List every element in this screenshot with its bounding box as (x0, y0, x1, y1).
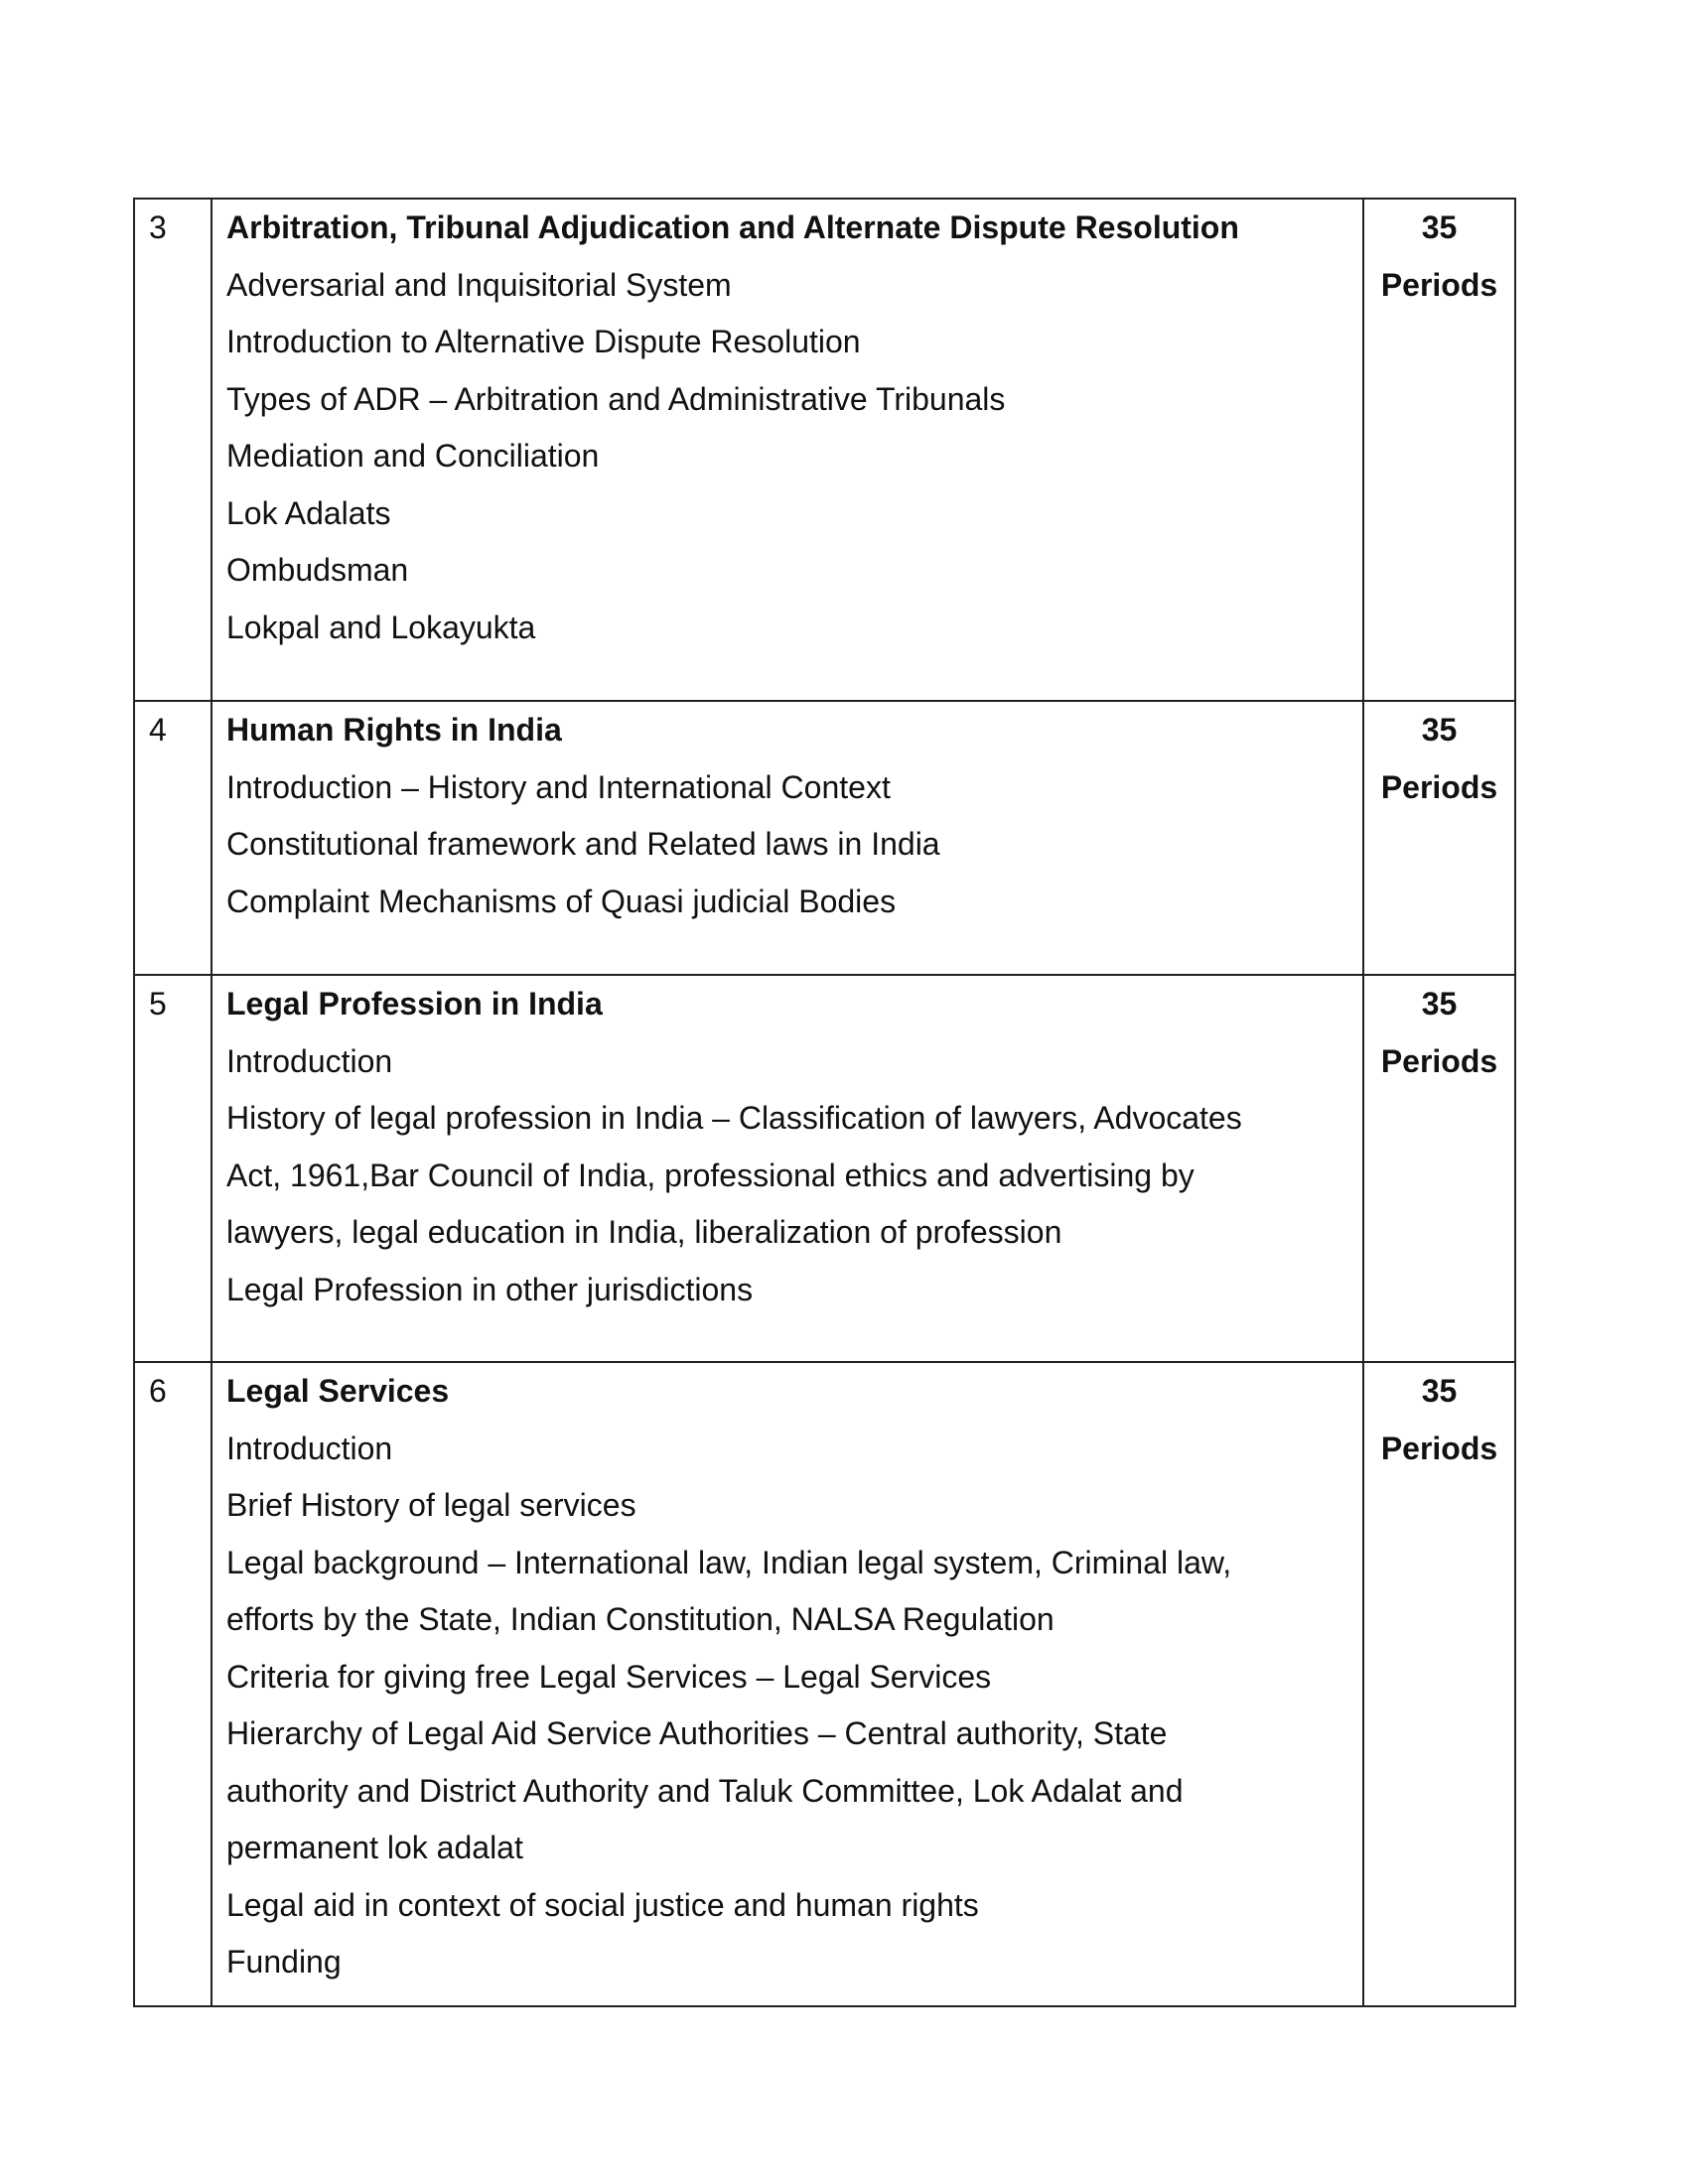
unit-periods (1363, 701, 1515, 975)
subtopic-line: Introduction (226, 1430, 393, 1466)
subtopic-line: Ombudsman (226, 552, 409, 588)
unit-periods (1363, 1362, 1515, 2006)
subtopic-line: authority and District Authority and Taluk Committee, Lok Adalat and (226, 1772, 1184, 1809)
subtopic-line: Legal aid in context of social justice and human rights (226, 1886, 979, 1923)
unit-content (211, 1362, 1363, 2006)
subtopic-line: Mediation and Conciliation (226, 438, 600, 474)
unit-periods (1363, 199, 1515, 701)
unit-row (134, 701, 1515, 975)
subtopic-line: Criteria for giving free Legal Services – Legal Services (226, 1658, 992, 1695)
unit-title: Legal Services (226, 1373, 450, 1409)
unit-row (134, 1362, 1515, 2006)
subtopic-line: Funding (226, 1944, 342, 1979)
periods-label: Periods (1380, 768, 1498, 805)
subtopic-line: Legal background – International law, Indian legal system, Criminal law, (226, 1544, 1232, 1580)
periods-count: 35 (1421, 209, 1458, 245)
subtopic-line: Constitutional framework and Related laws in India (226, 826, 940, 862)
subtopic-line: efforts by the State, Indian Constitution, NALSA Regulation (226, 1601, 1055, 1637)
subtopic-line: Types of ADR – Arbitration and Administrative Tribunals (226, 380, 1006, 417)
unit-periods (1363, 975, 1515, 1362)
unit-row (134, 199, 1515, 701)
subtopic-line: Lokpal and Lokayukta (226, 609, 536, 645)
subtopic-line: Hierarchy of Legal Aid Service Authorities – Central authority, State (226, 1715, 1168, 1751)
subtopic-line: Brief History of legal services (226, 1487, 636, 1523)
unit-row (134, 975, 1515, 1362)
subtopic-line: Introduction – History and International Context (226, 768, 891, 805)
subtopic-line: Complaint Mechanisms of Quasi judicial Bodies (226, 883, 897, 919)
unit-number: 6 (134, 1362, 211, 2006)
syllabus-table (133, 198, 1516, 2007)
periods-count: 35 (1421, 986, 1458, 1022)
unit-content (211, 199, 1363, 701)
subtopic-line: History of legal profession in India – Classification of lawyers, Advocates (226, 1100, 1242, 1136)
unit-title: Legal Profession in India (226, 986, 603, 1022)
periods-count: 35 (1421, 1373, 1458, 1409)
unit-title: Human Rights in India (226, 712, 562, 748)
subtopic-line: Act, 1961,Bar Council of India, professional ethics and advertising by (226, 1157, 1195, 1193)
subtopic-line: permanent lok adalat (226, 1830, 523, 1865)
periods-label: Periods (1380, 1430, 1498, 1466)
unit-number: 5 (134, 975, 211, 1362)
subtopic-line: Legal Profession in other jurisdictions (226, 1271, 754, 1307)
unit-content (211, 701, 1363, 975)
subtopic-line: Adversarial and Inquisitorial System (226, 266, 732, 303)
unit-title: Arbitration, Tribunal Adjudication and Alternate Dispute Resolution (226, 209, 1239, 245)
subtopic-line: lawyers, legal education in India, liberalization of profession (226, 1214, 1062, 1250)
unit-content (211, 975, 1363, 1362)
periods-label: Periods (1380, 1042, 1498, 1079)
periods-count: 35 (1421, 712, 1458, 748)
unit-number: 3 (134, 199, 211, 701)
subtopic-line: Lok Adalats (226, 494, 391, 531)
periods-label: Periods (1380, 266, 1498, 303)
subtopic-line: Introduction to Alternative Dispute Resolution (226, 324, 861, 359)
unit-number: 4 (134, 701, 211, 975)
subtopic-line: Introduction (226, 1042, 393, 1079)
